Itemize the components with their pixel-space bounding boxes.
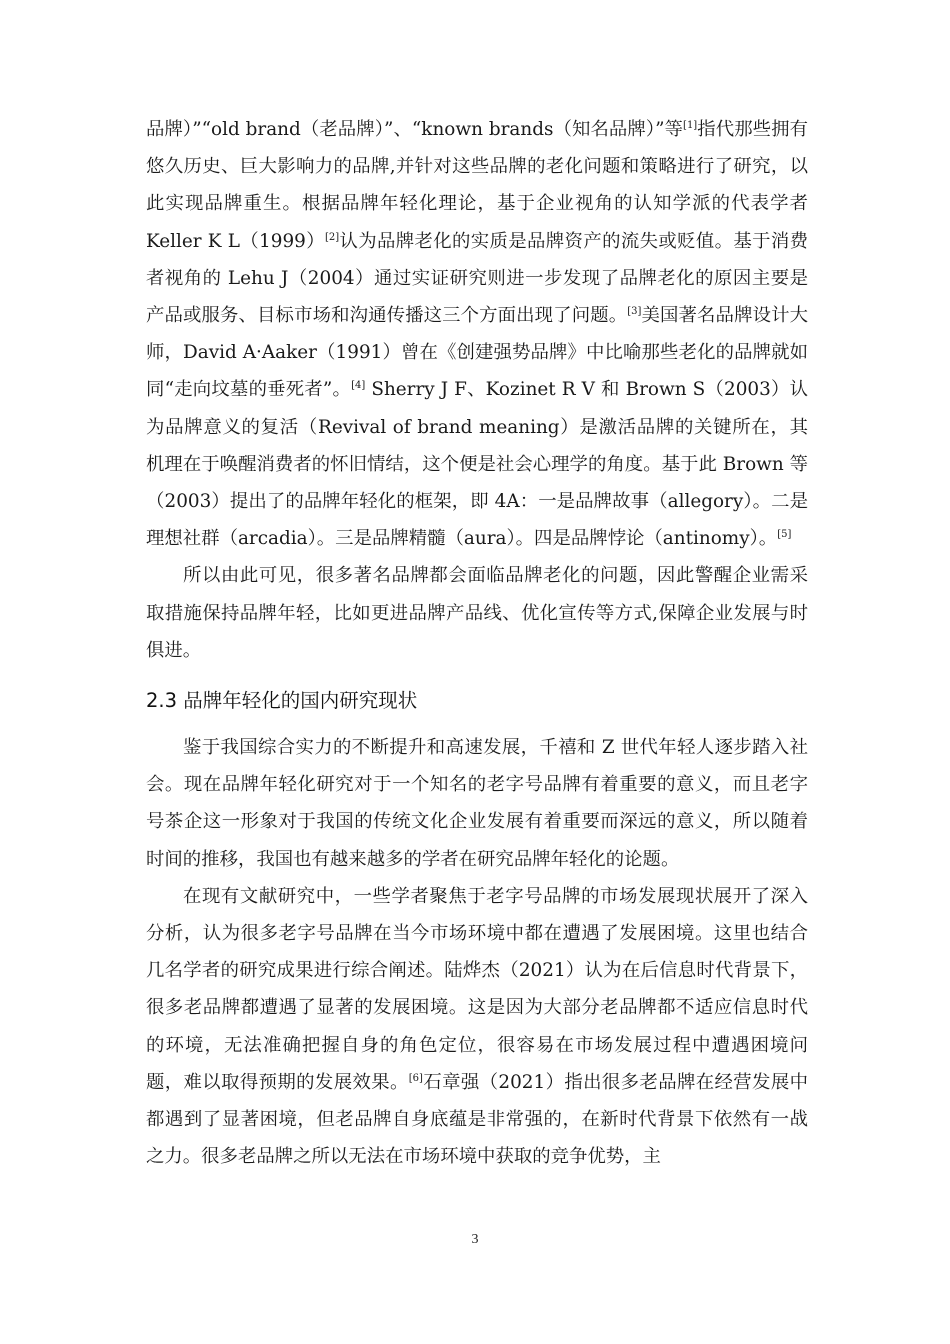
citation-marker: [6] bbox=[408, 1072, 423, 1084]
paragraph bbox=[146, 111, 808, 557]
paragraph-text: 美国著名品牌设计大师，David A·Aaker（1991）曾在《创建强势品牌》中比喻那些老化的品牌就如同“走向坟墓的垂死者”。 bbox=[146, 305, 808, 401]
paragraph bbox=[146, 557, 808, 669]
section-heading: 2.3 品牌年轻化的国内研究现状 bbox=[146, 689, 418, 713]
paragraph-text: 品牌）”“old brand（老品牌）”、“known brands（知名品牌）”等 bbox=[146, 119, 684, 140]
citation-marker: [3] bbox=[627, 306, 642, 318]
citation-marker: [1] bbox=[683, 120, 698, 131]
paragraph-text: 指代那些拥有悠久历史、巨大影响力的品牌,并针对这些品牌的老化问题和策略进行了研究，以此实现品牌重生。根据品牌年轻化理论，基于企业视角的认知学派的代表学者 Keller K L（1999） bbox=[146, 119, 808, 252]
paragraph-text: 鉴于我国综合实力的不断提升和高速发展，千禧和 Z 世代年轻人逐步踏入社会。现在品牌年轻化研究对于一个知名的老字号品牌有着重要的意义，而且老字号茶企这一形象对于我国的传统文化企业发展有着重要而深远的意义，所以随着时间的推移，我国也有越来越多的学者在研究品牌年轻化的论题。 bbox=[146, 737, 808, 870]
paragraph-text: 所以由此可见，很多著名品牌都会面临品牌老化的问题，因此警醒企业需采取措施保持品牌年轻，比如更进品牌产品线、优化宣传等方式,保障企业发展与时俱进。 bbox=[146, 565, 808, 661]
paragraph bbox=[146, 729, 808, 878]
page-number: 3 bbox=[471, 1232, 479, 1247]
paragraph-text: 在现有文献研究中，一些学者聚焦于老字号品牌的市场发展现状展开了深入分析，认为很多老字号品牌在当今市场环境中都在遭遇了发展困境。这里也结合几名学者的研究成果进行综合阐述。陆烨杰（2021）认为在后信息时代背景下，很多老品牌都遭遇了显著的发展困境。这是因为大部分老品牌都不适应信息时代的环境，无法准确把握自身的角色定位，很容易在市场发展过程中遭遇困境问题，难以取得预期的发展效果。 bbox=[146, 885, 808, 1093]
paragraph bbox=[146, 878, 808, 1176]
paragraphs-after-heading bbox=[146, 729, 808, 1175]
citation-marker: [4] bbox=[351, 380, 366, 392]
paragraphs-before-heading bbox=[146, 111, 808, 669]
citation-marker: [2] bbox=[324, 231, 340, 243]
paragraph-text: 认为品牌老化的实质是品牌资产的流失或贬值。基于消费者视角的 Lehu J（2004）通过实证研究则进一步发现了品牌老化的原因主要是产品或服务、目标市场和沟通传播这三个方面出现了问题。 bbox=[146, 230, 808, 327]
paragraph-text: Sherry J F、Kozinet R V 和 Brown S（2003）认为品牌意义的复活（Revival of brand meaning）是激活品牌的关键所在，其机理在于唤醒消费者的怀旧情结，这个便是社会心理学的角度。基于此 Brown 等（2003）提出了的品牌年轻化的框架，即 4A：一是品牌故事（allegory）。二是理想社群（arcadia）。三是品牌精髓（aura）。四是品牌悖论（antinomy）。 bbox=[146, 379, 808, 550]
paragraph-text: 石章强（2021）指出很多老品牌在经营发展中都遇到了显著困境，但老品牌自身底蕴是非常强的，在新时代背景下依然有一战之力。很多老品牌之所以无法在市场环境中获取的竞争优势，主 bbox=[146, 1071, 808, 1168]
body-text bbox=[146, 111, 808, 1175]
citation-marker: [5] bbox=[777, 529, 792, 541]
